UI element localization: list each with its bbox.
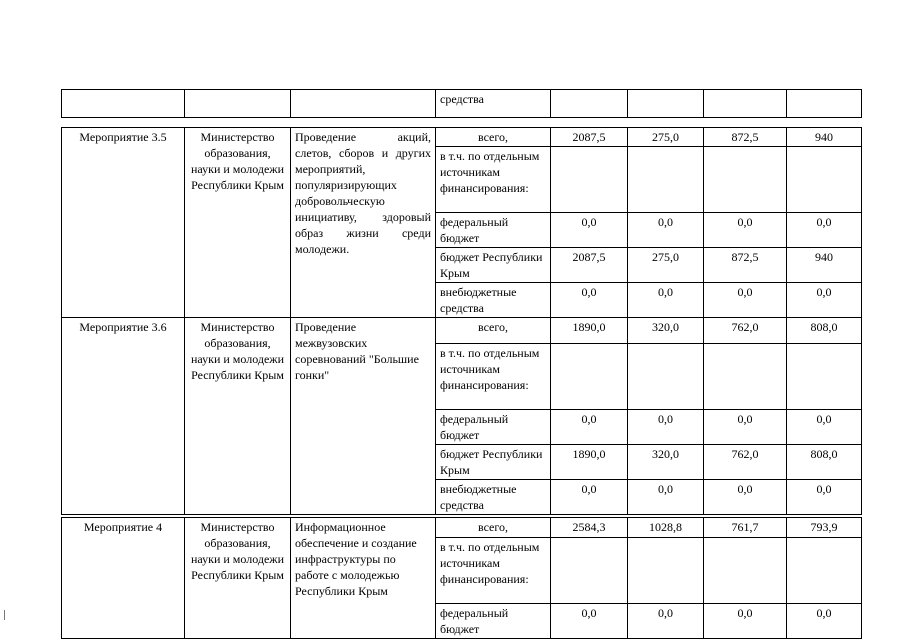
empty-cell [628, 90, 704, 118]
source-label: федеральный бюджет [436, 213, 551, 248]
value-cell [628, 344, 704, 410]
value-cell [704, 538, 787, 604]
measure-name: Мероприятие 3.6 [62, 318, 185, 515]
value-cell [704, 147, 787, 213]
value-cell [551, 147, 628, 213]
value-cell [628, 147, 704, 213]
value-cell: 2584,3 [551, 518, 628, 538]
value-cell: 808,0 [787, 318, 862, 344]
value-cell [704, 344, 787, 410]
value-cell: 762,0 [704, 318, 787, 344]
value-cell: 1028,8 [628, 518, 704, 538]
empty-cell [704, 90, 787, 118]
executor: Министерство образования, науки и молодежи Республики Крым [185, 318, 291, 515]
value-cell: 275,0 [628, 248, 704, 283]
source-label: бюджет Республики Крым [436, 445, 551, 480]
value-cell: 275,0 [628, 128, 704, 147]
value-cell: 762,0 [704, 445, 787, 480]
value-cell [551, 344, 628, 410]
empty-cell [62, 90, 185, 118]
value-cell: 2087,5 [551, 248, 628, 283]
executor: Министерство образования, науки и молодежи Республики Крым [185, 128, 291, 318]
value-cell [787, 538, 862, 604]
measure-description: Информационное обеспечение и создание инфраструктуры по работе с молодежью Республики Крым [291, 518, 436, 639]
value-cell: 872,5 [704, 128, 787, 147]
value-cell [628, 538, 704, 604]
value-cell: 0,0 [787, 604, 862, 639]
source-label: средства [436, 90, 551, 118]
value-cell: 761,7 [704, 518, 787, 538]
value-cell: 0,0 [787, 283, 862, 318]
value-cell: 0,0 [551, 283, 628, 318]
value-cell: 320,0 [628, 445, 704, 480]
table-row [62, 128, 862, 147]
value-cell: 872,5 [704, 248, 787, 283]
value-cell: 793,9 [787, 518, 862, 538]
measure-name: Мероприятие 4 [62, 518, 185, 639]
value-cell: 1890,0 [551, 318, 628, 344]
source-label: внебюджетные средства [436, 480, 551, 515]
source-label: в т.ч. по отдельным источникам финансирования: [436, 344, 551, 410]
value-cell: 0,0 [704, 410, 787, 445]
value-cell: 0,0 [787, 410, 862, 445]
value-cell [787, 147, 862, 213]
empty-cell [185, 90, 291, 118]
value-cell [787, 344, 862, 410]
value-cell: 0,0 [551, 410, 628, 445]
value-cell: 0,0 [704, 604, 787, 639]
measure-description: Проведение акций, слетов, сборов и других мероприятий, популяризирующих добровольческую инициативу, здоровый образ жизни среди молодежи. [291, 128, 436, 318]
source-label: всего, [436, 518, 551, 538]
value-cell: 0,0 [704, 283, 787, 318]
value-cell: 940 [787, 248, 862, 283]
value-cell: 940 [787, 128, 862, 147]
value-cell: 320,0 [628, 318, 704, 344]
value-cell: 2087,5 [551, 128, 628, 147]
source-label: в т.ч. по отдельным источникам финансирования: [436, 147, 551, 213]
value-cell: 0,0 [628, 604, 704, 639]
value-cell: 808,0 [787, 445, 862, 480]
source-label: федеральный бюджет [436, 410, 551, 445]
source-label: всего, [436, 128, 551, 147]
value-cell: 0,0 [787, 480, 862, 515]
source-label: всего, [436, 318, 551, 344]
empty-cell [787, 90, 862, 118]
value-cell: 0,0 [551, 480, 628, 515]
value-cell: 0,0 [628, 213, 704, 248]
value-cell: 0,0 [787, 213, 862, 248]
value-cell: 0,0 [551, 604, 628, 639]
table-row [62, 318, 862, 344]
top-fragment-table [61, 89, 862, 118]
value-cell: 0,0 [628, 283, 704, 318]
table-row [62, 518, 862, 538]
value-cell: 1890,0 [551, 445, 628, 480]
source-label: в т.ч. по отдельным источникам финансирования: [436, 538, 551, 604]
value-cell: 0,0 [551, 213, 628, 248]
measure-name: Мероприятие 3.5 [62, 128, 185, 318]
measure-4-table [61, 517, 862, 639]
source-label: федеральный бюджет [436, 604, 551, 639]
measures-table [61, 127, 862, 515]
empty-cell [291, 90, 436, 118]
value-cell: 0,0 [628, 480, 704, 515]
empty-cell [551, 90, 628, 118]
value-cell: 0,0 [704, 213, 787, 248]
executor: Министерство образования, науки и молодежи Республики Крым [185, 518, 291, 639]
value-cell: 0,0 [628, 410, 704, 445]
source-label: внебюджетные средства [436, 283, 551, 318]
value-cell: 0,0 [704, 480, 787, 515]
measure-description: Проведение межвузовских соревнований "Большие гонки" [291, 318, 436, 515]
value-cell [551, 538, 628, 604]
source-label: бюджет Республики Крым [436, 248, 551, 283]
margin-mark [4, 610, 5, 620]
